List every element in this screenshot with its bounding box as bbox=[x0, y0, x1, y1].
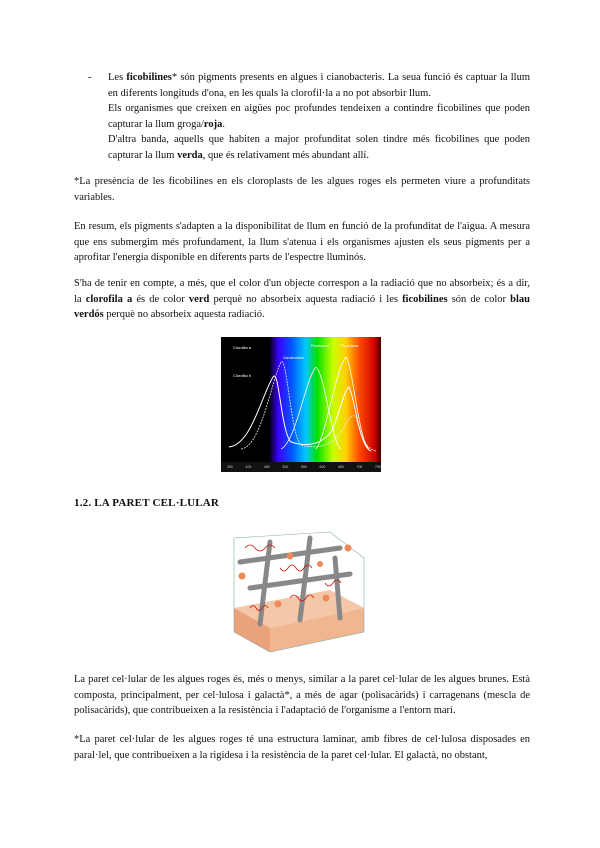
label-ficoeritrina: Ficoeritrina bbox=[341, 344, 359, 348]
bullet-line-3-end: , que és relativament més abundant allí. bbox=[202, 149, 369, 161]
label-clorofila-a: Clorofila a bbox=[233, 345, 252, 350]
para2-i: perquè no absorbeix aquesta radiació. bbox=[103, 309, 265, 320]
para2-clorofila: clorofila a bbox=[85, 293, 133, 305]
spectrum-tick-label: 350 bbox=[227, 465, 233, 469]
cell-wall-figure bbox=[230, 528, 368, 656]
para2-c: és de color bbox=[132, 293, 189, 305]
bullet-dash: - bbox=[88, 72, 92, 83]
bullet-text-c: * són pigments presents en algues i cianobacteris. La seua funció és captuar la llum en diferents longituds d'ona, en les quals la clorofil·la a no pot absorbir llum. bbox=[108, 72, 530, 99]
paragraph-summary: En resum, els pigments s'adapten a la disponibilitat de llum en funció de la profunditat de l'aigua. A mesura que ens submergim més profundament, la llum s'atenua i els organismes ajusten els seus pigments per a aprofitar l'energia disponible en diferents parts de l'espectre lluminós. bbox=[74, 221, 530, 263]
paragraph-cell-wall: La paret cel·lular de les algues roges és, més o menys, similar a la paret cel·lular de les algues brunes. Està composta, principalment, per cel·lulosa i galactà*, a més de agar (polisacàrids) i carragenans (mescla de polisacàrids), que contribueixen a la resistència i l'adaptació de l'organisme a l'entorn marí. bbox=[74, 674, 530, 716]
bullet-line-2: Els organismes que creixen en aigües poc profundes tendeixen a contindre ficobilines que poden capturar la llum groga/ bbox=[108, 103, 530, 130]
spectrum-tick-label: 550 bbox=[301, 465, 307, 469]
spectrum-tick-label: 700 bbox=[356, 465, 363, 469]
label-carotenoides: Carotenoides bbox=[283, 356, 304, 360]
spectrum-tick-label: 600 bbox=[319, 465, 326, 469]
section-heading: 1.2. LA PARET CEL·LULAR bbox=[74, 497, 220, 509]
absorption-spectrum-figure bbox=[221, 337, 381, 472]
spectrum-ticks bbox=[227, 465, 381, 469]
spectrum-tick-label: 450 bbox=[264, 465, 270, 469]
spectrum-tick-label: 400 bbox=[245, 465, 252, 469]
bullet-dot: . bbox=[222, 118, 226, 130]
label-ficocianina: Ficocianina bbox=[311, 344, 329, 348]
para2-e: perquè no absorbeix aquesta radiació i les bbox=[209, 293, 403, 305]
bullet-verda: verda bbox=[177, 149, 203, 161]
para2-blau: blau verdós bbox=[74, 293, 530, 320]
bullet-text bbox=[108, 70, 530, 163]
note-ficobilines: *La presència de les ficobilines en els cloroplasts de les algues roges els permeten viure a profunditats variables. bbox=[74, 176, 530, 203]
bullet-term: ficobilines bbox=[126, 72, 172, 83]
para2-g: són de color bbox=[447, 293, 511, 305]
spectrum-tick-label: 650 bbox=[338, 465, 344, 469]
spectrum-tick-label: 500 bbox=[282, 465, 289, 469]
bullet-ficobilines bbox=[88, 70, 530, 163]
spectrum-tick-label: 750 bbox=[375, 465, 381, 469]
bullet-roja: roja bbox=[203, 118, 223, 130]
para2-a: S'ha de tenir en compte, a més, que el color d'un objecte correspon a la radiació que no absorbeix; és a dir, la bbox=[74, 278, 530, 305]
para2-verd: verd bbox=[188, 293, 210, 305]
paragraph-laminar: *La paret cel·lular de les algues roges té una estructura laminar, amb fibres de cel·lulosa disposades en paral·lel, que contribueixen a la rigidesa i la resistència de la paret cel·lular. El galactà, no obstant, bbox=[74, 734, 530, 761]
paragraph-color bbox=[74, 276, 530, 323]
para2-ficobilines: ficobilines bbox=[402, 293, 448, 305]
bullet-text-a: Les bbox=[108, 72, 127, 83]
bullet-line-3: D'altra banda, aquells que habiten a major profunditat solen tindre més ficobilines que poden capturar la llum bbox=[108, 134, 530, 161]
label-clorofila-b: Clorofila b bbox=[233, 373, 252, 378]
